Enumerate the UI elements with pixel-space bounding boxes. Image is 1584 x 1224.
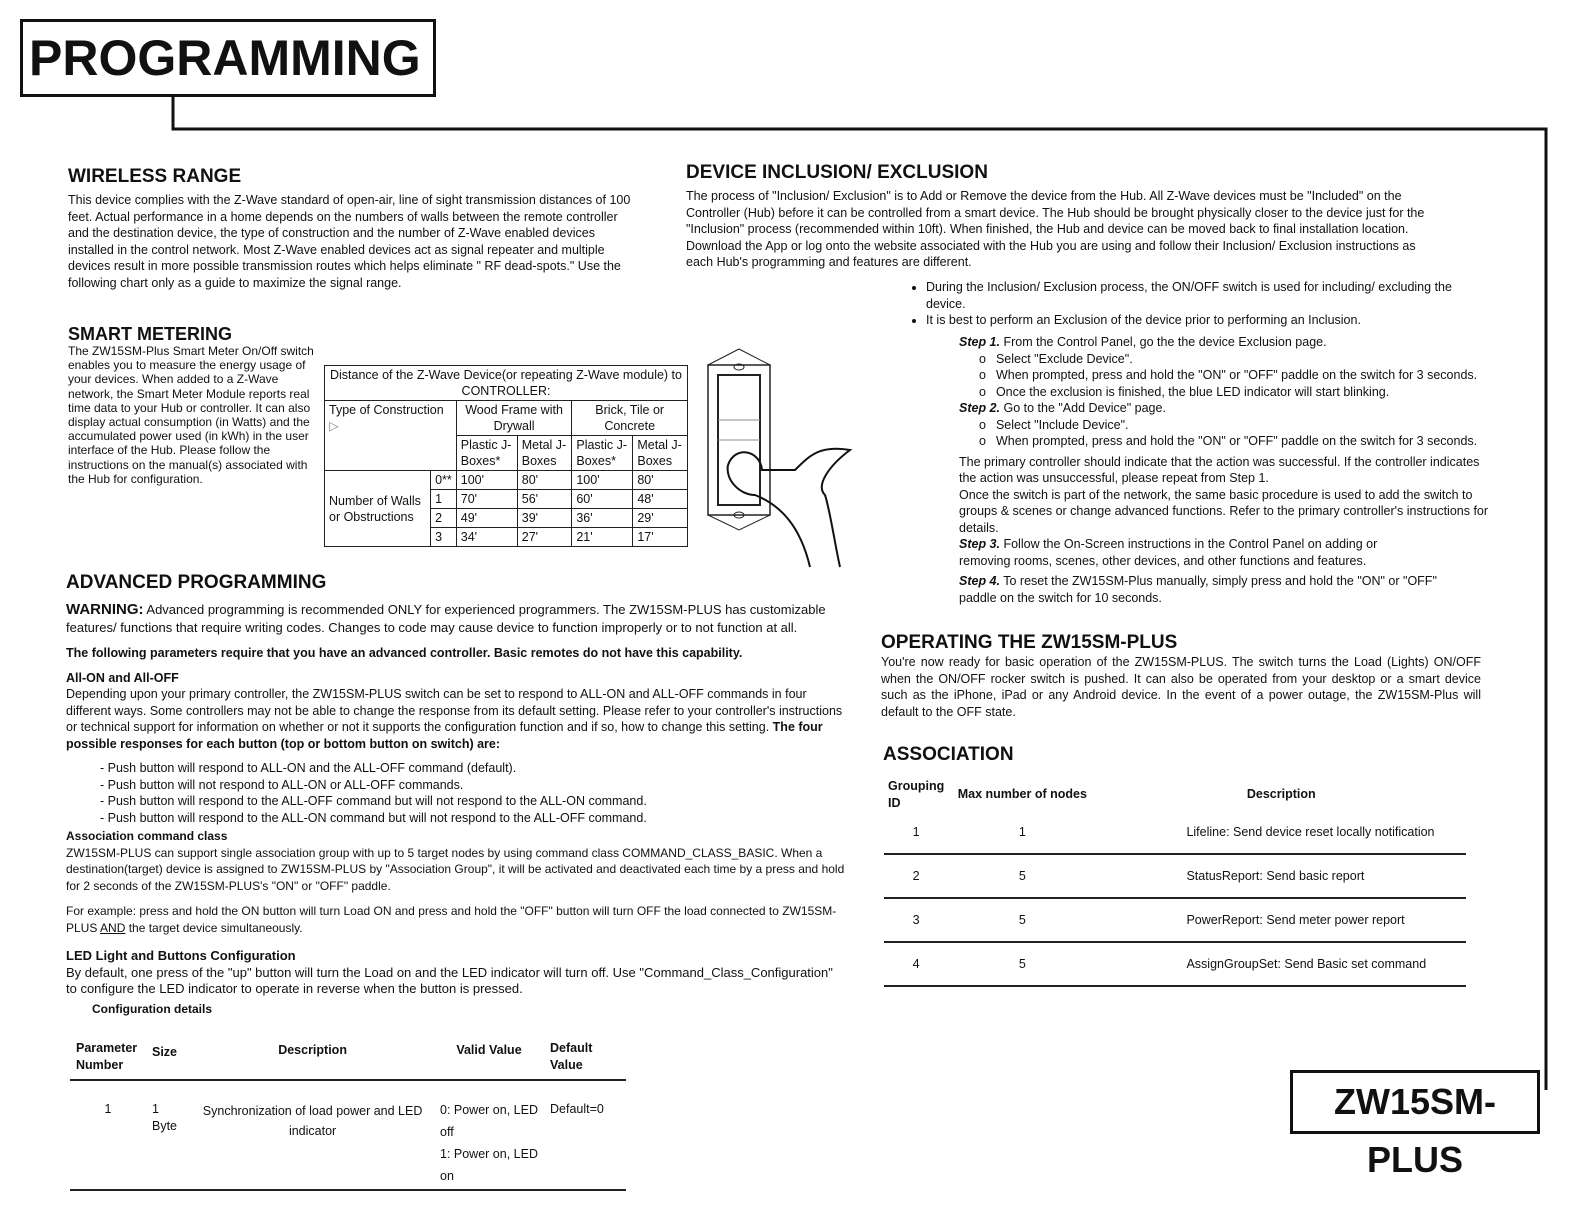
association-cell: 1 xyxy=(884,811,948,854)
subcol-header: Metal J-Boxes xyxy=(517,436,572,471)
led-body: By default, one press of the "up" button will turn the Load on and the LED indicator will turn off. Use "Command_Class_Configuration" to configure the LED indicator to operate in reverse when the button is pressed. xyxy=(66,964,833,996)
advanced-heading: ADVANCED PROGRAMMING xyxy=(66,572,327,593)
range-cell: 60' xyxy=(572,490,633,509)
response-item: - Push button will respond to ALL-ON and the ALL-OFF command (default). xyxy=(100,761,517,775)
row-label: Number of Walls or Obstructions xyxy=(325,471,431,547)
network-note: Once the switch is part of the network, the same basic procedure is used to add the switch to groups & scenes or change advanced functions. Refer to the primary controller's instructions for details. xyxy=(959,487,1489,535)
range-row xyxy=(325,471,688,490)
association-row xyxy=(884,942,1466,986)
inclusion-steps: Step 1. From the Control Panel, go the the device Exclusion page. o Select "Exclude Device". o When prompted, press and hold the "ON" or "OFF" paddle on the switch for 3 seconds. o Once the exclusion is finished, the blue LED indicator will start blinking. Step 2. Go to the "Add Device" page. o Select "Include Device". o When prompted, press and hold the "ON" or "OFF" paddle on the switch for 3 seconds. The primary controller should indicate that the action was successful. If the controller indicates the action was unsuccessful, please repeat from Step 1. Once the switch is part of the network, the same basic procedure is used to add the switch to groups & scenes or change advanced functions. Refer to the primary controller's instructions for details. Step 3. Follow the On-Screen instructions in the Control Panel on adding or removing rooms, scenes, other devices, and other functions and features. Step 4. To reset the ZW15SM-Plus manually, simply press and hold the "ON" or "OFF" paddle on the switch for 10 seconds. xyxy=(959,334,1519,606)
advanced-note: The following parameters require that you have an advanced controller. Basic remotes do not have this capability. xyxy=(66,646,743,660)
association-cell: 5 xyxy=(948,854,1096,898)
page-title: PROGRAMMING xyxy=(20,19,436,97)
warning: WARNING: Advanced programming is recommended ONLY for experienced programmers. The ZW15SM-PLUS has customizable features/ functions that require writing codes. Changes to code may cause device to function improperly or to not function at all. xyxy=(66,601,826,635)
association-cell: 1 xyxy=(948,811,1096,854)
inclusion-body: The process of "Inclusion/ Exclusion" is to Add or Remove the device from the Hub. All Z-Wave devices must be "Included" on the Controller (Hub) before it can be controlled from a smart device. The Hub should be brought physically closer to the device just for the "Inclusion" process (recommended within 10ft). When finished, the Hub and device can be moved back to final installation location. Download the App or log onto the website associated with the Hub you are using and follow their Inclusion/ Exclusion instructions as each Hub's programming and features are different. xyxy=(686,189,1425,269)
step-1: Step 1. From the Control Panel, go the the device Exclusion page. xyxy=(959,335,1327,349)
group-header: Wood Frame with Drywall xyxy=(456,401,572,436)
range-cell: 29' xyxy=(633,509,688,528)
allon-heading: All-ON and All-OFF xyxy=(66,670,179,685)
range-cell: 2 xyxy=(431,509,457,528)
range-cell: 39' xyxy=(517,509,572,528)
association-cell: 3 xyxy=(884,898,948,942)
range-table xyxy=(324,365,688,547)
association-cell: Lifeline: Send device reset locally notification xyxy=(1096,811,1466,854)
switch-hand-illustration xyxy=(700,345,860,570)
association-cell: 2 xyxy=(884,854,948,898)
wireless-range-section xyxy=(68,166,638,291)
advanced-section xyxy=(66,572,846,1017)
operating-section xyxy=(881,632,1481,720)
response-item: - Push button will not respond to ALL-ON or ALL-OFF commands. xyxy=(100,777,464,792)
association-cell: StatusReport: Send basic report xyxy=(1096,854,1466,898)
config-table: Parameter Number Size Description Valid Value Default Value 1 1 Byte Synchronization of load power and LED indicator 0: Power on, LED off 1: Power on, LED on Default=0 xyxy=(70,1038,626,1191)
range-cell: 34' xyxy=(456,528,517,547)
smart-metering-heading: SMART METERING xyxy=(68,324,232,344)
step-2: Step 2. Go to the "Add Device" page. xyxy=(959,401,1166,415)
range-cell: 80' xyxy=(633,471,688,490)
wireless-range-heading: WIRELESS RANGE xyxy=(68,166,242,187)
association-row xyxy=(884,854,1466,898)
subcol-header: Plastic J-Boxes* xyxy=(456,436,517,471)
range-cell: 70' xyxy=(456,490,517,509)
association-cell: AssignGroupSet: Send Basic set command xyxy=(1096,942,1466,986)
smart-metering-section xyxy=(68,324,314,486)
config-heading: Configuration details xyxy=(92,1001,212,1016)
response-item: - Push button will respond to the ALL-ON command but will not respond to the ALL-OFF command. xyxy=(100,810,647,825)
subcol-header: Metal J-Boxes xyxy=(633,436,688,471)
inclusion-heading: DEVICE INCLUSION/ EXCLUSION xyxy=(686,162,988,183)
association-table xyxy=(884,778,1466,987)
range-cell: 17' xyxy=(633,528,688,547)
range-caption: Distance of the Z-Wave Device(or repeating Z-Wave module) to CONTROLLER: xyxy=(325,366,688,401)
range-cell: 36' xyxy=(572,509,633,528)
association-row xyxy=(884,811,1466,854)
response-item: - Push button will respond to the ALL-OFF command but will not respond to the ALL-ON command. xyxy=(100,794,647,808)
association-cell: 5 xyxy=(948,942,1096,986)
bullet: • During the Inclusion/ Exclusion process, the ON/OFF switch is used for including/ excluding the device. xyxy=(926,279,1481,312)
range-cell: 48' xyxy=(633,490,688,509)
range-cell: 100' xyxy=(456,471,517,490)
range-cell: 80' xyxy=(517,471,572,490)
association-cell: 4 xyxy=(884,942,948,986)
step-4: Step 4. To reset the ZW15SM-Plus manually, simply press and hold the "ON" or "OFF" paddle on the switch for 10 seconds. xyxy=(959,574,1437,605)
assoc-heading: Association command class xyxy=(66,829,228,843)
group-header: Brick, Tile or Concrete xyxy=(572,401,688,436)
association-cell: PowerReport: Send meter power report xyxy=(1096,898,1466,942)
allon-body: Depending upon your primary controller, the ZW15SM-PLUS switch can be set to respond to ALL-ON and ALL-OFF commands in four different ways. Some controllers may not be able to change the response from its default setting. Please refer to your controller's instructions or technical support for information on whether or not it supports the configuration function and if so, how to change this setting. The four possible responses for each button (top or bottom button on switch) are: xyxy=(66,687,843,751)
inclusion-bullets xyxy=(906,279,1481,329)
type-label: Type of Construction ▷ xyxy=(325,401,457,471)
assoc-body: ZW15SM-PLUS can support single association group with up to 5 target nodes by using command class COMMAND_CLASS_BASIC. When a destination(target) device is assigned to ZW15SM-PLUS by "Association Group", it will be activated and deactivated each time by a press and hold for 2 seconds of the ZW15SM-PLUS's "ON" or "OFF" paddle. xyxy=(66,845,845,893)
association-cell: 5 xyxy=(948,898,1096,942)
example: For example: press and hold the ON button will turn Load ON and press and hold the "OFF" button will turn OFF the load connected to ZW15SM-PLUS AND the target device simultaneously. xyxy=(66,904,837,935)
range-cell: 27' xyxy=(517,528,572,547)
col-header: Description xyxy=(1246,787,1316,802)
subcol-header: Plastic J-Boxes* xyxy=(572,436,633,471)
range-cell: 0** xyxy=(431,471,457,490)
inclusion-section xyxy=(686,162,1426,271)
range-cell: 100' xyxy=(572,471,633,490)
range-cell: 1 xyxy=(431,490,457,509)
smart-metering-body: The ZW15SM-Plus Smart Meter On/Off switch enables you to measure the energy usage of your devices. When added to a Z-Wave network, the Smart Meter Module reports real time data to your Hub or controller. It can also display actual consumption (in Watts) and the accumulated power used (in kWh) in the user interface of the Hub. Please follow the instructions on the manual(s) associated with the Hub for configuration. xyxy=(68,344,314,486)
step-3: Step 3. Follow the On-Screen instructions in the Control Panel on adding or removing rooms, scenes, other devices, and other functions and features. xyxy=(959,537,1378,568)
wireless-range-body: This device complies with the Z-Wave standard of open-air, line of sight transmission distances of 100 feet. Actual performance in a home depends on the numbers of walls between the remote controller and the destination device, the type of construction and the number of Z-Wave enabled devices installed in the control network. Most Z-Wave enabled devices act as signal repeater and multiple devices result in more possible transmission routes which helps eliminate " RF dead-spots." Use the following chart only as a guide to maximize the signal range. xyxy=(68,193,631,290)
bullet: • It is best to perform an Exclusion of the device prior to performing an Inclusion. xyxy=(926,312,1481,329)
range-cell: 56' xyxy=(517,490,572,509)
operating-heading: OPERATING THE ZW15SM-PLUS xyxy=(881,632,1178,653)
result-note: The primary controller should indicate that the action was successful. If the controller indicates the action was unsuccessful, please repeat from Step 1. xyxy=(959,454,1480,485)
range-cell: 49' xyxy=(456,509,517,528)
association-heading: ASSOCIATION xyxy=(883,744,1014,765)
col-header: Grouping ID xyxy=(888,779,945,810)
col-header: Max number of nodes xyxy=(957,787,1087,802)
led-heading: LED Light and Buttons Configuration xyxy=(66,948,296,963)
responses-list xyxy=(100,760,846,826)
range-cell: 3 xyxy=(431,528,457,547)
model-label: ZW15SM-PLUS xyxy=(1290,1070,1540,1134)
operating-body: You're now ready for basic operation of the ZW15SM-PLUS. The switch turns the Load (Lights) ON/OFF when the ON/OFF rocker switch is pushed. It can also be operated from your desktop or a smart device such as the iPhone, iPad or any Android device. In the event of a power outage, the ZW15SM-Plus will default to the OFF state. xyxy=(881,655,1481,719)
association-row xyxy=(884,898,1466,942)
range-cell: 21' xyxy=(572,528,633,547)
